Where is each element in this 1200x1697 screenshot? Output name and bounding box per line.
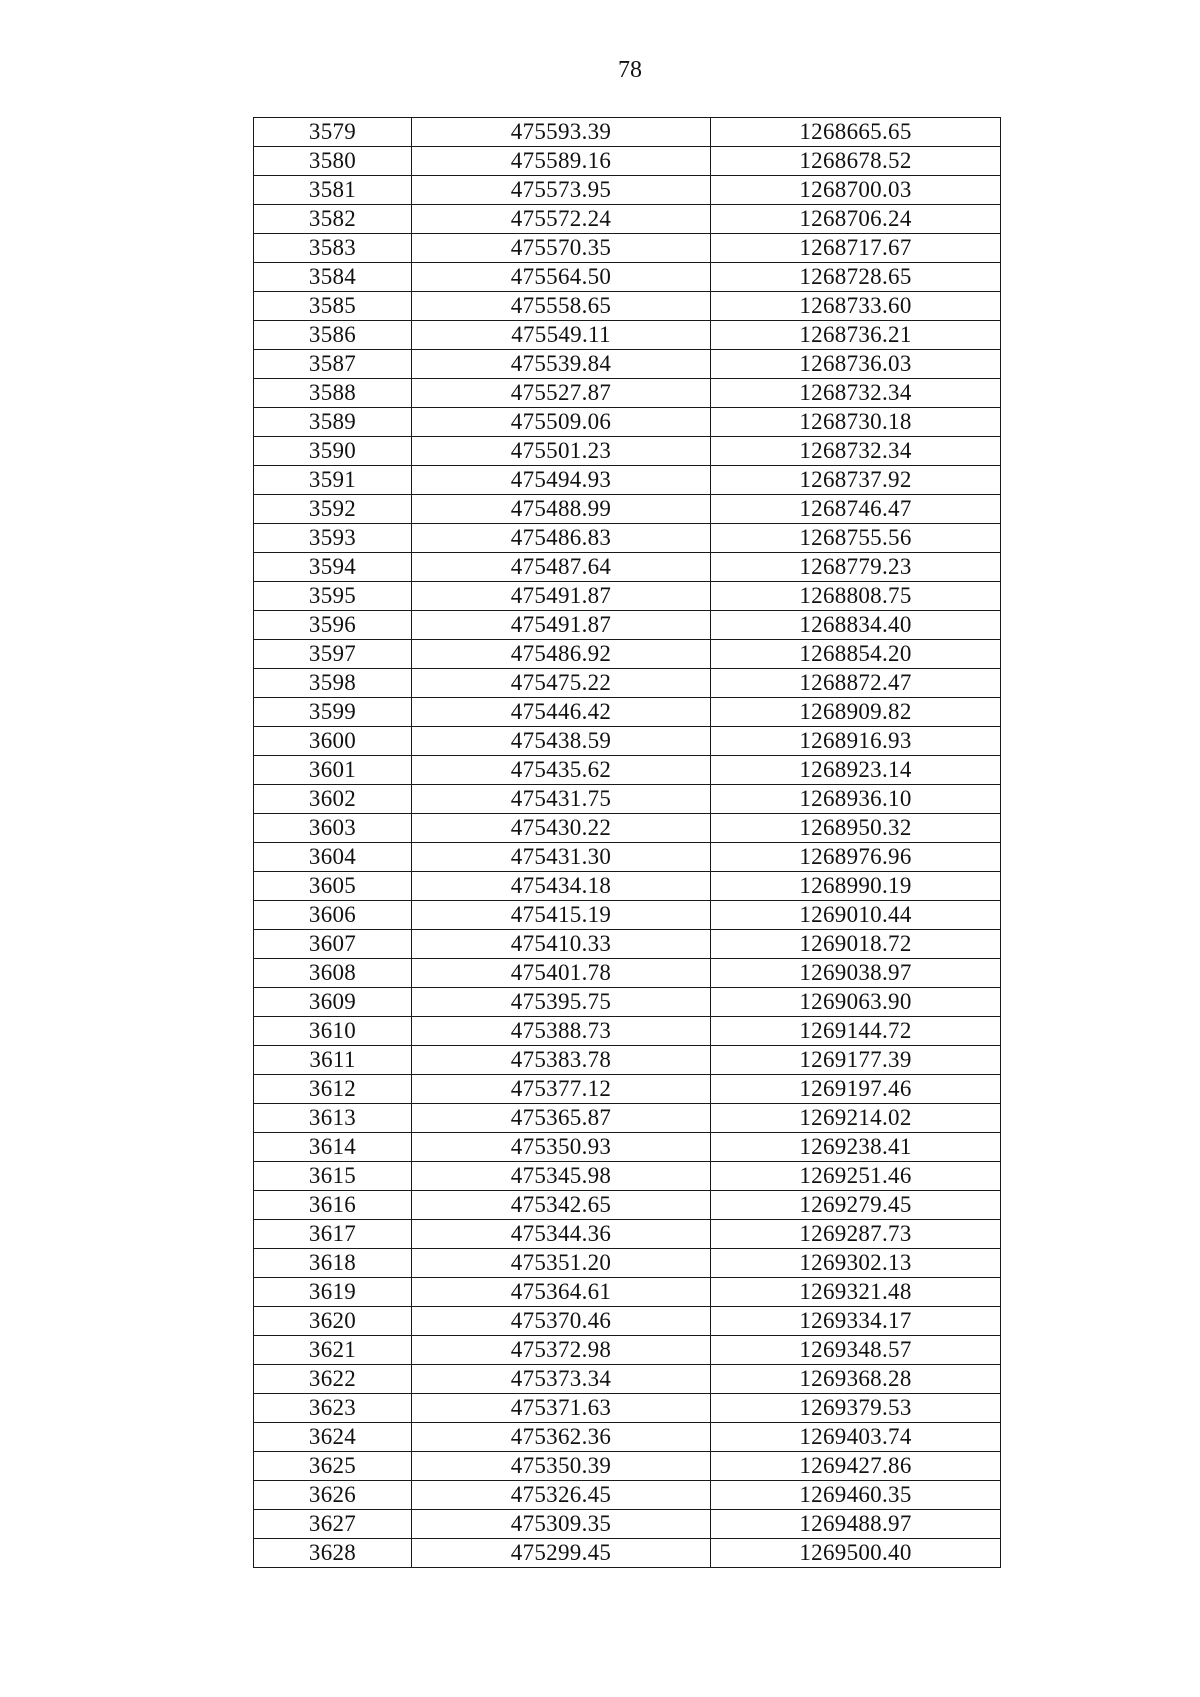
y-coordinate-cell: 1269302.13	[711, 1249, 1001, 1278]
x-coordinate-cell: 475573.95	[412, 176, 711, 205]
point-number-cell: 3619	[254, 1278, 412, 1307]
point-number-cell: 3585	[254, 292, 412, 321]
y-coordinate-cell: 1268665.65	[711, 118, 1001, 147]
point-number-cell: 3600	[254, 727, 412, 756]
x-coordinate-cell: 475365.87	[412, 1104, 711, 1133]
point-number-cell: 3590	[254, 437, 412, 466]
table-body	[254, 118, 1001, 1568]
y-coordinate-cell: 1268950.32	[711, 814, 1001, 843]
x-coordinate-cell: 475488.99	[412, 495, 711, 524]
point-number-cell: 3609	[254, 988, 412, 1017]
point-number-cell: 3608	[254, 959, 412, 988]
x-coordinate-cell: 475434.18	[412, 872, 711, 901]
table-row	[254, 959, 1001, 988]
x-coordinate-cell: 475344.36	[412, 1220, 711, 1249]
x-coordinate-cell: 475564.50	[412, 263, 711, 292]
y-coordinate-cell: 1269488.97	[711, 1510, 1001, 1539]
table-row	[254, 147, 1001, 176]
table-row	[254, 437, 1001, 466]
y-coordinate-cell: 1268736.03	[711, 350, 1001, 379]
point-number-cell: 3588	[254, 379, 412, 408]
point-number-cell: 3620	[254, 1307, 412, 1336]
x-coordinate-cell: 475501.23	[412, 437, 711, 466]
x-coordinate-cell: 475373.34	[412, 1365, 711, 1394]
table-row	[254, 292, 1001, 321]
table-row	[254, 698, 1001, 727]
x-coordinate-cell: 475342.65	[412, 1191, 711, 1220]
point-number-cell: 3592	[254, 495, 412, 524]
y-coordinate-cell: 1268737.92	[711, 466, 1001, 495]
table-row	[254, 901, 1001, 930]
x-coordinate-cell: 475415.19	[412, 901, 711, 930]
table-row	[254, 205, 1001, 234]
point-number-cell: 3617	[254, 1220, 412, 1249]
page-number: 78	[618, 57, 642, 83]
y-coordinate-cell: 1268872.47	[711, 669, 1001, 698]
x-coordinate-cell: 475475.22	[412, 669, 711, 698]
table-row	[254, 1394, 1001, 1423]
point-number-cell: 3613	[254, 1104, 412, 1133]
x-coordinate-cell: 475370.46	[412, 1307, 711, 1336]
table-row	[254, 321, 1001, 350]
table-row	[254, 379, 1001, 408]
y-coordinate-cell: 1268755.56	[711, 524, 1001, 553]
table-row	[254, 1075, 1001, 1104]
x-coordinate-cell: 475371.63	[412, 1394, 711, 1423]
point-number-cell: 3589	[254, 408, 412, 437]
point-number-cell: 3626	[254, 1481, 412, 1510]
x-coordinate-cell: 475383.78	[412, 1046, 711, 1075]
y-coordinate-cell: 1269460.35	[711, 1481, 1001, 1510]
x-coordinate-cell: 475549.11	[412, 321, 711, 350]
y-coordinate-cell: 1269010.44	[711, 901, 1001, 930]
y-coordinate-cell: 1269214.02	[711, 1104, 1001, 1133]
y-coordinate-cell: 1269379.53	[711, 1394, 1001, 1423]
point-number-cell: 3581	[254, 176, 412, 205]
y-coordinate-cell: 1268728.65	[711, 263, 1001, 292]
x-coordinate-cell: 475430.22	[412, 814, 711, 843]
x-coordinate-cell: 475509.06	[412, 408, 711, 437]
table-row	[254, 1104, 1001, 1133]
x-coordinate-cell: 475395.75	[412, 988, 711, 1017]
point-number-cell: 3591	[254, 466, 412, 495]
y-coordinate-cell: 1269197.46	[711, 1075, 1001, 1104]
y-coordinate-cell: 1268854.20	[711, 640, 1001, 669]
point-number-cell: 3604	[254, 843, 412, 872]
x-coordinate-cell: 475486.92	[412, 640, 711, 669]
table-row	[254, 1307, 1001, 1336]
table-row	[254, 1017, 1001, 1046]
x-coordinate-cell: 475438.59	[412, 727, 711, 756]
x-coordinate-cell: 475431.30	[412, 843, 711, 872]
x-coordinate-cell: 475491.87	[412, 582, 711, 611]
table-row	[254, 1423, 1001, 1452]
y-coordinate-cell: 1269348.57	[711, 1336, 1001, 1365]
table-row	[254, 1191, 1001, 1220]
y-coordinate-cell: 1269334.17	[711, 1307, 1001, 1336]
table-row	[254, 350, 1001, 379]
x-coordinate-cell: 475401.78	[412, 959, 711, 988]
table-row	[254, 408, 1001, 437]
table-row	[254, 176, 1001, 205]
table-row	[254, 843, 1001, 872]
y-coordinate-cell: 1268733.60	[711, 292, 1001, 321]
x-coordinate-cell: 475527.87	[412, 379, 711, 408]
point-number-cell: 3582	[254, 205, 412, 234]
table-row	[254, 1481, 1001, 1510]
y-coordinate-cell: 1269144.72	[711, 1017, 1001, 1046]
table-row	[254, 756, 1001, 785]
point-number-cell: 3580	[254, 147, 412, 176]
x-coordinate-cell: 475377.12	[412, 1075, 711, 1104]
point-number-cell: 3579	[254, 118, 412, 147]
table-row	[254, 524, 1001, 553]
table-row	[254, 640, 1001, 669]
y-coordinate-cell: 1269500.40	[711, 1539, 1001, 1568]
point-number-cell: 3627	[254, 1510, 412, 1539]
y-coordinate-cell: 1268730.18	[711, 408, 1001, 437]
x-coordinate-cell: 475362.36	[412, 1423, 711, 1452]
y-coordinate-cell: 1269177.39	[711, 1046, 1001, 1075]
x-coordinate-cell: 475570.35	[412, 234, 711, 263]
x-coordinate-cell: 475351.20	[412, 1249, 711, 1278]
table-row	[254, 1249, 1001, 1278]
point-number-cell: 3584	[254, 263, 412, 292]
table-row	[254, 234, 1001, 263]
y-coordinate-cell: 1268990.19	[711, 872, 1001, 901]
table-row	[254, 1539, 1001, 1568]
y-coordinate-cell: 1268923.14	[711, 756, 1001, 785]
x-coordinate-cell: 475589.16	[412, 147, 711, 176]
x-coordinate-cell: 475446.42	[412, 698, 711, 727]
point-number-cell: 3612	[254, 1075, 412, 1104]
table-row	[254, 930, 1001, 959]
y-coordinate-cell: 1268916.93	[711, 727, 1001, 756]
table-row	[254, 263, 1001, 292]
x-coordinate-cell: 475299.45	[412, 1539, 711, 1568]
y-coordinate-cell: 1269321.48	[711, 1278, 1001, 1307]
table-row	[254, 669, 1001, 698]
y-coordinate-cell: 1268779.23	[711, 553, 1001, 582]
point-number-cell: 3614	[254, 1133, 412, 1162]
y-coordinate-cell: 1268834.40	[711, 611, 1001, 640]
x-coordinate-cell: 475593.39	[412, 118, 711, 147]
x-coordinate-cell: 475431.75	[412, 785, 711, 814]
point-number-cell: 3607	[254, 930, 412, 959]
y-coordinate-cell: 1269427.86	[711, 1452, 1001, 1481]
point-number-cell: 3621	[254, 1336, 412, 1365]
point-number-cell: 3605	[254, 872, 412, 901]
x-coordinate-cell: 475326.45	[412, 1481, 711, 1510]
table-row	[254, 1046, 1001, 1075]
table-row	[254, 553, 1001, 582]
x-coordinate-cell: 475494.93	[412, 466, 711, 495]
x-coordinate-cell: 475345.98	[412, 1162, 711, 1191]
y-coordinate-cell: 1269251.46	[711, 1162, 1001, 1191]
y-coordinate-cell: 1268706.24	[711, 205, 1001, 234]
x-coordinate-cell: 475372.98	[412, 1336, 711, 1365]
y-coordinate-cell: 1269368.28	[711, 1365, 1001, 1394]
x-coordinate-cell: 475410.33	[412, 930, 711, 959]
table-row	[254, 495, 1001, 524]
table-row	[254, 1278, 1001, 1307]
y-coordinate-cell: 1269279.45	[711, 1191, 1001, 1220]
point-number-cell: 3594	[254, 553, 412, 582]
point-number-cell: 3583	[254, 234, 412, 263]
table-row	[254, 785, 1001, 814]
point-number-cell: 3598	[254, 669, 412, 698]
point-number-cell: 3596	[254, 611, 412, 640]
x-coordinate-cell: 475309.35	[412, 1510, 711, 1539]
table-row	[254, 814, 1001, 843]
x-coordinate-cell: 475364.61	[412, 1278, 711, 1307]
y-coordinate-cell: 1268732.34	[711, 437, 1001, 466]
table-row	[254, 872, 1001, 901]
y-coordinate-cell: 1268976.96	[711, 843, 1001, 872]
table-row	[254, 466, 1001, 495]
y-coordinate-cell: 1268909.82	[711, 698, 1001, 727]
y-coordinate-cell: 1269038.97	[711, 959, 1001, 988]
point-number-cell: 3593	[254, 524, 412, 553]
point-number-cell: 3610	[254, 1017, 412, 1046]
point-number-cell: 3615	[254, 1162, 412, 1191]
y-coordinate-cell: 1269287.73	[711, 1220, 1001, 1249]
point-number-cell: 3586	[254, 321, 412, 350]
point-number-cell: 3599	[254, 698, 412, 727]
point-number-cell: 3618	[254, 1249, 412, 1278]
table-row	[254, 1133, 1001, 1162]
point-number-cell: 3602	[254, 785, 412, 814]
y-coordinate-cell: 1269018.72	[711, 930, 1001, 959]
x-coordinate-cell: 475350.39	[412, 1452, 711, 1481]
point-number-cell: 3603	[254, 814, 412, 843]
point-number-cell: 3611	[254, 1046, 412, 1075]
x-coordinate-cell: 475572.24	[412, 205, 711, 234]
x-coordinate-cell: 475350.93	[412, 1133, 711, 1162]
y-coordinate-cell: 1269063.90	[711, 988, 1001, 1017]
point-number-cell: 3601	[254, 756, 412, 785]
table-row	[254, 1365, 1001, 1394]
point-number-cell: 3616	[254, 1191, 412, 1220]
point-number-cell: 3595	[254, 582, 412, 611]
x-coordinate-cell: 475539.84	[412, 350, 711, 379]
table-row	[254, 582, 1001, 611]
table-row	[254, 727, 1001, 756]
y-coordinate-cell: 1268678.52	[711, 147, 1001, 176]
point-number-cell: 3628	[254, 1539, 412, 1568]
y-coordinate-cell: 1268736.21	[711, 321, 1001, 350]
point-number-cell: 3622	[254, 1365, 412, 1394]
y-coordinate-cell: 1268808.75	[711, 582, 1001, 611]
table-row	[254, 988, 1001, 1017]
y-coordinate-cell: 1268700.03	[711, 176, 1001, 205]
x-coordinate-cell: 475558.65	[412, 292, 711, 321]
x-coordinate-cell: 475486.83	[412, 524, 711, 553]
table-row	[254, 118, 1001, 147]
coordinates-table	[253, 117, 1001, 1568]
table-row	[254, 1162, 1001, 1191]
y-coordinate-cell: 1269238.41	[711, 1133, 1001, 1162]
table-row	[254, 1220, 1001, 1249]
point-number-cell: 3606	[254, 901, 412, 930]
x-coordinate-cell: 475487.64	[412, 553, 711, 582]
point-number-cell: 3624	[254, 1423, 412, 1452]
y-coordinate-cell: 1268936.10	[711, 785, 1001, 814]
point-number-cell: 3623	[254, 1394, 412, 1423]
y-coordinate-cell: 1268746.47	[711, 495, 1001, 524]
table-row	[254, 611, 1001, 640]
table-row	[254, 1336, 1001, 1365]
x-coordinate-cell: 475388.73	[412, 1017, 711, 1046]
table-row	[254, 1452, 1001, 1481]
y-coordinate-cell: 1268717.67	[711, 234, 1001, 263]
point-number-cell: 3625	[254, 1452, 412, 1481]
point-number-cell: 3597	[254, 640, 412, 669]
x-coordinate-cell: 475491.87	[412, 611, 711, 640]
table-row	[254, 1510, 1001, 1539]
y-coordinate-cell: 1269403.74	[711, 1423, 1001, 1452]
y-coordinate-cell: 1268732.34	[711, 379, 1001, 408]
x-coordinate-cell: 475435.62	[412, 756, 711, 785]
point-number-cell: 3587	[254, 350, 412, 379]
